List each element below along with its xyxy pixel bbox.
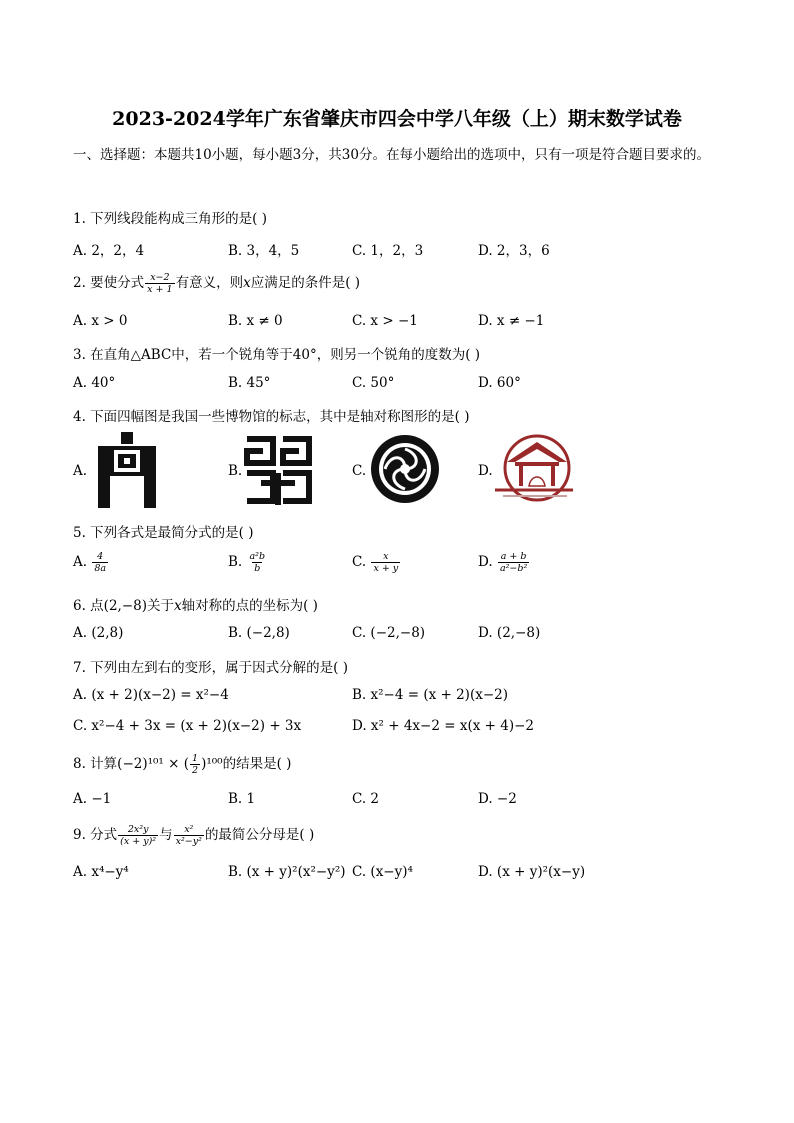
question-9-stem: 9. 分式 $\frac{\text{2x²y}}{\text{(x + y)²}}$ 与 $\frac{\text{x²}}{\text{x²−y²}}$ 的最简公分母是( ) [73, 824, 315, 847]
section-instructions: 一、选择题：本题共10小题，每小题3分，共30分。在每小题给出的选项中，只有一项是符合题目要求的。 [73, 147, 710, 163]
museum-logo-b-icon [243, 433, 313, 507]
q6-option-d: D. (2,−8) [478, 625, 541, 641]
q8-option-b: B. 1 [228, 791, 256, 807]
question-6-stem: 6. 点(2,−8)关于x轴对称的点的坐标为( ) [73, 598, 318, 614]
fraction: $\frac{a + b}{\text{a²−b²}}$ [499, 551, 528, 574]
museum-logo-d-icon [493, 432, 575, 504]
page-title: 2023-2024学年广东省肇庆市四会中学八年级（上）期末数学试卷 [112, 108, 682, 130]
q9-option-d: D. (x + y)²(x−y) [478, 864, 586, 880]
q6-option-a: A. (2,8) [73, 625, 124, 641]
q7-option-b: B. x²−4 = (x + 2)(x−2) [352, 687, 509, 703]
fraction: $\frac{x}{x + y}$ [373, 551, 399, 574]
q4-option-a: A. [73, 463, 88, 479]
q7-option-c: C. x²−4 + 3x = (x + 2)(x−2) + 3x [73, 718, 302, 734]
question-3-stem: 3. 在直角△ABC中，若一个锐角等于40°，则另一个锐角的度数为( ) [73, 347, 481, 363]
q8-option-c: C. 2 [352, 791, 380, 807]
q1-option-d: D. 2，3，6 [478, 243, 550, 259]
q2-option-c: C. x > −1 [352, 313, 418, 329]
question-5-stem: 5. 下列各式是最简分式的是( ) [73, 525, 254, 541]
q6-option-c: C. (−2,−8) [352, 625, 426, 641]
q3-option-c: C. 50° [352, 375, 395, 391]
q7-option-d: D. x² + 4x−2 = x(x + 4)−2 [352, 718, 534, 734]
q5-option-c: C. $\frac{x}{x + y}$ [352, 551, 399, 574]
museum-logo-a-icon [92, 432, 162, 508]
question-8-stem: 8. 计算(−2)¹⁰¹ × ( $\frac{1}{2}$ )¹⁰⁰的结果是( ) [73, 753, 292, 776]
q2-option-b: B. x ≠ 0 [228, 313, 283, 329]
q9-option-c: C. (x−y)⁴ [352, 864, 413, 880]
fraction: $\frac{4}{8a}$ [94, 551, 107, 574]
q2-option-a: A. x > 0 [73, 313, 128, 329]
q3-option-b: B. 45° [228, 375, 271, 391]
museum-logo-c-icon [370, 434, 440, 504]
q6-option-b: B. (−2,8) [228, 625, 290, 641]
q5-option-b: B. $\frac{\text{a²b}}{b}$ [228, 551, 266, 574]
q1-option-b: B. 3，4，5 [228, 243, 300, 259]
q9-option-a: A. x⁴−y⁴ [73, 864, 129, 880]
fraction: $\frac{\text{a²b}}{b}$ [249, 551, 266, 574]
question-2-stem: 2. 要使分式 $\frac{x-2}{x + 1}$ 有意义，则x应满足的条件是( ) [73, 272, 361, 295]
question-7-stem: 7. 下列由左到右的变形，属于因式分解的是( ) [73, 660, 348, 676]
q8-option-a: A. −1 [73, 791, 112, 807]
q2-option-d: D. x ≠ −1 [478, 313, 545, 329]
q4-option-d: D. [478, 463, 493, 479]
fraction: $\frac{\text{2x²y}}{\text{(x + y)²}}$ [120, 824, 157, 847]
q5-option-d: D. $\frac{a + b}{\text{a²−b²}}$ [478, 551, 528, 574]
question-1-stem: 1. 下列线段能构成三角形的是( ) [73, 211, 267, 227]
q4-option-b: B. [228, 463, 243, 479]
q7-option-a: A. (x + 2)(x−2) = x²−4 [73, 687, 229, 703]
question-4-stem: 4. 下面四幅图是我国一些博物馆的标志，其中是轴对称图形的是( ) [73, 409, 470, 425]
fraction: $\frac{\text{x²}}{\text{x²−y²}}$ [175, 824, 202, 847]
q8-option-d: D. −2 [478, 791, 517, 807]
q1-option-a: A. 2，2，4 [73, 243, 145, 259]
q3-option-d: D. 60° [478, 375, 521, 391]
q1-option-c: C. 1，2，3 [352, 243, 424, 259]
q9-option-b: B. (x + y)²(x²−y²) [228, 864, 346, 880]
fraction: $\frac{1}{2}$ [192, 753, 199, 776]
q5-option-a: A. $\frac{4}{8a}$ [73, 551, 107, 574]
fraction: $\frac{x-2}{x + 1}$ [147, 272, 173, 295]
q4-option-c: C. [352, 463, 367, 479]
q3-option-a: A. 40° [73, 375, 116, 391]
